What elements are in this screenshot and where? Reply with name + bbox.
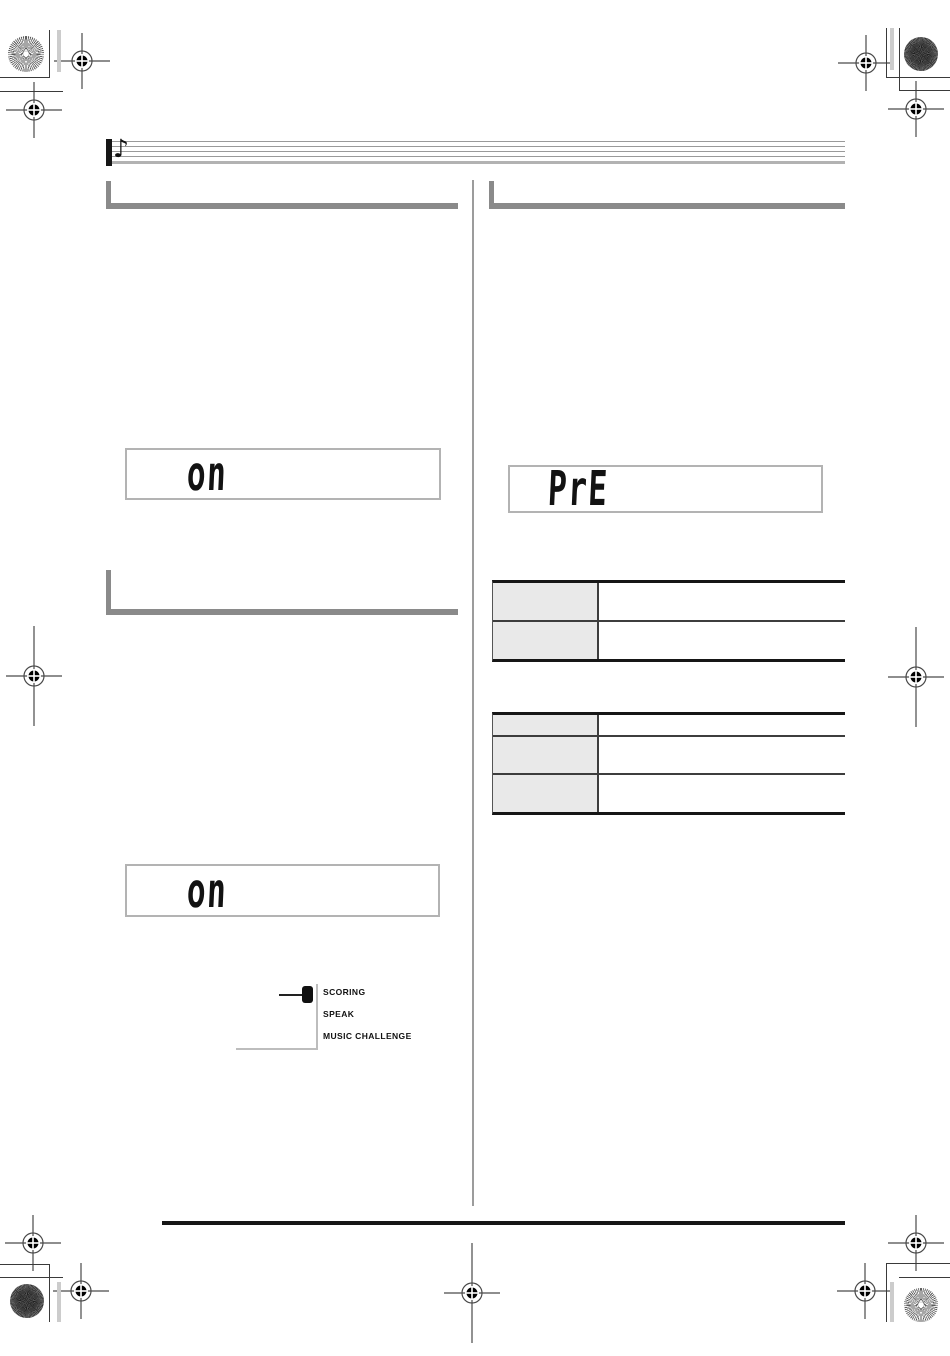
section-header-left-2 <box>106 570 458 615</box>
crop-mark <box>890 1282 894 1322</box>
panel-outline-horizontal <box>236 1048 318 1050</box>
lcd-text: on <box>185 862 229 919</box>
crop-mark <box>0 1264 49 1265</box>
table-value-cell <box>599 737 845 773</box>
crop-mark <box>899 90 950 91</box>
crop-mark <box>57 30 61 72</box>
table-label-cell <box>493 737 599 773</box>
settings-table-2 <box>492 712 845 815</box>
crop-mark <box>49 1264 50 1322</box>
registration-mark-icon <box>54 33 110 89</box>
crop-mark <box>0 91 63 92</box>
table-value-cell <box>599 775 845 812</box>
crop-mark <box>886 1263 887 1322</box>
registration-mark-icon <box>837 1263 893 1319</box>
column-divider <box>472 180 474 1206</box>
section-bar-horizontal <box>489 203 845 209</box>
table-label-cell <box>493 715 599 735</box>
lcd-display-on-1 <box>125 448 441 500</box>
table-row <box>493 773 845 812</box>
pinwheel-target-icon <box>8 36 44 72</box>
crop-mark <box>886 1263 950 1264</box>
section-bar-horizontal <box>106 609 458 615</box>
section-header-right-1 <box>489 181 845 209</box>
switch-knob-icon <box>302 986 313 1003</box>
section-bar-horizontal <box>106 203 458 209</box>
footer-rule <box>162 1221 845 1225</box>
table-value-cell <box>599 715 845 735</box>
lcd-text: PrE <box>546 461 610 517</box>
table-label-cell <box>493 622 599 659</box>
granite-target-icon <box>904 37 938 71</box>
registration-mark-icon <box>6 626 62 726</box>
table-row <box>493 715 845 735</box>
crop-mark <box>886 77 950 78</box>
table-label-cell <box>493 583 599 620</box>
table-label-cell <box>493 775 599 812</box>
switch-label-music-challenge: MUSIC CHALLENGE <box>323 1031 412 1041</box>
lcd-text: on <box>185 446 229 502</box>
granite-target-icon <box>10 1284 44 1318</box>
table-row <box>493 735 845 773</box>
crop-mark <box>899 1277 950 1278</box>
staff-line <box>112 151 845 152</box>
lcd-display-pre <box>508 461 823 517</box>
eighth-note-icon: ♪ <box>113 134 129 163</box>
registration-mark-icon <box>53 1263 109 1319</box>
pinwheel-target-icon <box>904 1288 938 1322</box>
lcd-display-on-2 <box>125 864 440 917</box>
settings-table-1 <box>492 580 845 662</box>
panel-outline-vertical <box>316 984 318 1050</box>
table-row <box>493 620 845 659</box>
switch-label-speak: SPEAK <box>323 1009 355 1019</box>
crop-mark <box>0 1277 63 1278</box>
switch-label-scoring: SCORING <box>323 987 366 997</box>
staff-line <box>112 141 845 142</box>
staff-bottom-line <box>112 161 845 164</box>
crop-mark <box>890 28 894 70</box>
table-value-cell <box>599 583 845 620</box>
switch-pointer-line <box>279 994 302 996</box>
section-header-left-1 <box>106 181 458 209</box>
staff-line <box>112 146 845 147</box>
registration-mark-icon <box>888 627 944 727</box>
staff-line <box>112 156 845 157</box>
crop-mark <box>49 30 50 78</box>
crop-mark <box>899 28 900 90</box>
crop-mark <box>0 77 49 78</box>
crop-mark <box>886 28 887 78</box>
table-row <box>493 583 845 620</box>
crop-mark <box>57 1282 61 1322</box>
music-staff-header <box>106 134 845 166</box>
registration-mark-icon <box>444 1243 500 1343</box>
table-value-cell <box>599 622 845 659</box>
